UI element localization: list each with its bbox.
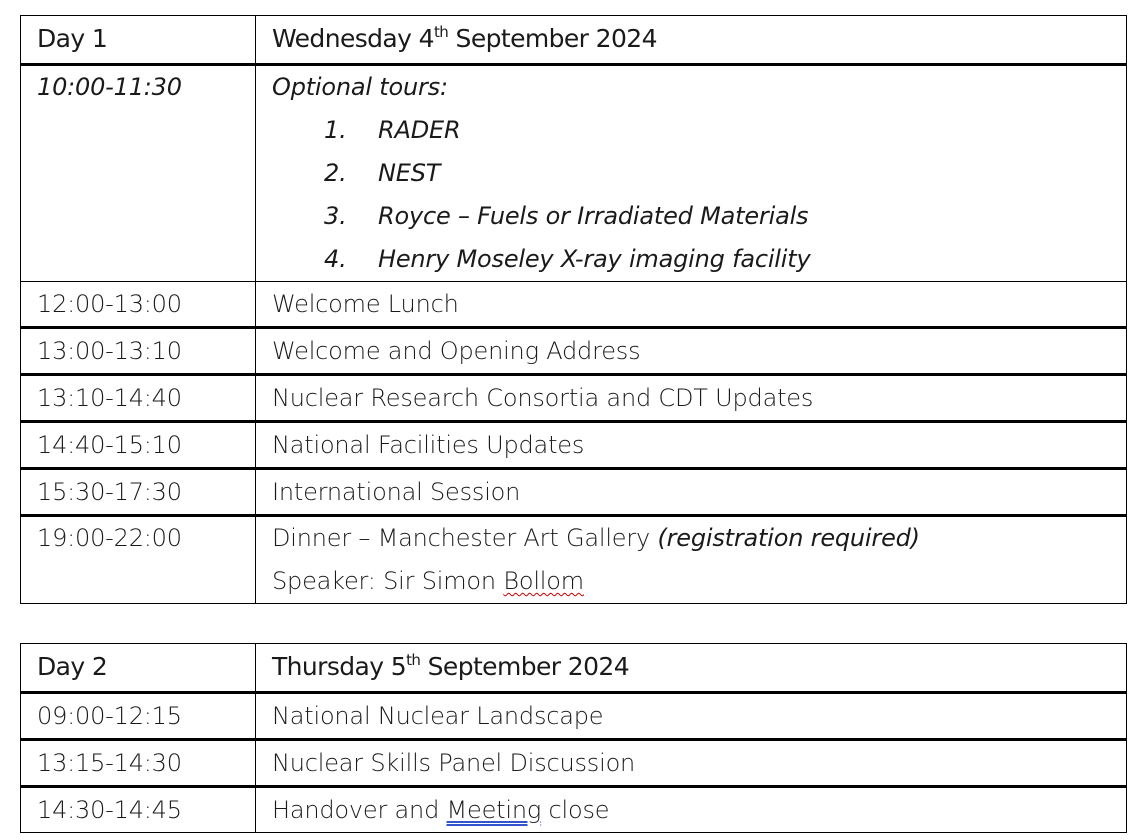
tour-name: Royce – Fuels or Irradiated Materials <box>378 202 809 230</box>
time-cell: 10:00-11:30 <box>21 65 256 282</box>
session-cell: National Facilities Updates <box>256 422 1127 469</box>
day1-header-row <box>21 16 1127 65</box>
day1-label: Day 1 <box>21 16 256 65</box>
table-row <box>21 516 1127 604</box>
time-cell: 15:30-17:30 <box>21 469 256 516</box>
dinner-cell <box>256 516 1127 604</box>
table-row <box>21 328 1127 375</box>
day1-date-prefix: Wednesday 4 <box>272 24 434 53</box>
session-cell: National Nuclear Landscape <box>256 693 1127 740</box>
list-item <box>272 238 1126 281</box>
tour-name: Henry Moseley X-ray imaging facility <box>378 245 811 273</box>
day1-date-sup: th <box>434 23 449 41</box>
table-row <box>21 65 1127 282</box>
list-number: 4. <box>324 245 347 273</box>
session-cell <box>256 787 1127 833</box>
day2-date-prefix: Thursday 5 <box>272 652 407 681</box>
time-cell: 14:40-15:10 <box>21 422 256 469</box>
dinner-note: (registration required) <box>657 524 920 552</box>
dinner-title: Dinner – Manchester Art Gallery <box>272 524 658 552</box>
time-cell: 13:15-14:30 <box>21 740 256 787</box>
day2-header-row <box>21 644 1127 693</box>
tour-name: NEST <box>378 159 441 187</box>
time-cell: 09:00-12:15 <box>21 693 256 740</box>
session-cell: Welcome and Opening Address <box>256 328 1127 375</box>
table-row <box>21 469 1127 516</box>
day1-date-suffix: September 2024 <box>448 24 657 53</box>
day2-date-suffix: September 2024 <box>420 652 630 681</box>
time-cell: 13:00-13:10 <box>21 328 256 375</box>
table-row <box>21 693 1127 740</box>
speaker-name: Bollom <box>503 567 584 595</box>
session-cell: International Session <box>256 469 1127 516</box>
session-title-suffix: close <box>541 796 610 824</box>
speaker-line <box>272 560 1126 603</box>
tours-list <box>272 109 1126 281</box>
session-cell: Welcome Lunch <box>256 282 1127 328</box>
tours-cell <box>256 65 1127 282</box>
dinner-line <box>272 517 1126 560</box>
list-number: 1. <box>324 116 347 144</box>
session-title-prefix: Handover and <box>272 796 447 824</box>
table-row <box>21 740 1127 787</box>
list-item <box>272 195 1126 238</box>
session-cell: Nuclear Skills Panel Discussion <box>256 740 1127 787</box>
list-number: 3. <box>324 202 347 230</box>
day2-schedule-table <box>20 643 1127 833</box>
day1-schedule-table <box>20 15 1127 604</box>
list-item <box>272 109 1126 152</box>
day2-date-sup: th <box>406 651 421 669</box>
day1-date <box>256 16 1127 65</box>
tour-name: RADER <box>378 116 461 144</box>
table-row <box>21 375 1127 422</box>
day2-date <box>256 644 1127 693</box>
day2-label: Day 2 <box>21 644 256 693</box>
session-cell: Nuclear Research Consortia and CDT Updates <box>256 375 1127 422</box>
time-cell: 14:30-14:45 <box>21 787 256 833</box>
tours-heading: Optional tours: <box>272 73 448 101</box>
time-cell: 19:00-22:00 <box>21 516 256 604</box>
table-row <box>21 282 1127 328</box>
list-number: 2. <box>324 159 347 187</box>
list-item <box>272 152 1126 195</box>
time-cell: 13:10-14:40 <box>21 375 256 422</box>
table-row <box>21 787 1127 833</box>
speaker-prefix: Speaker: Sir Simon <box>272 567 504 595</box>
meeting-word: Meeting <box>446 796 542 824</box>
table-row <box>21 422 1127 469</box>
time-cell: 12:00-13:00 <box>21 282 256 328</box>
